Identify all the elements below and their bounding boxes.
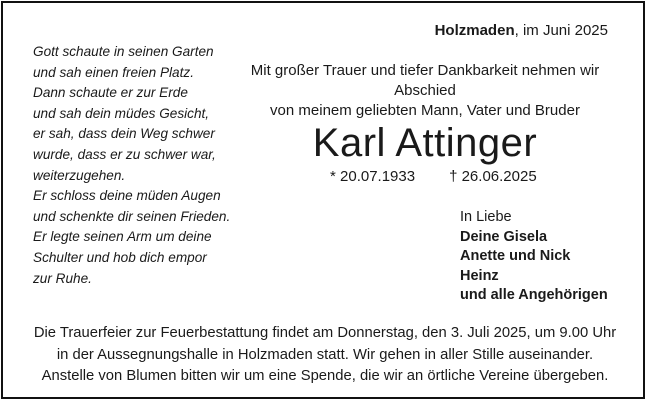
intro-line: Mit großer Trauer und tiefer Dankbarkeit nehmen wir Abschied	[250, 62, 600, 99]
mourner-name: und alle Angehörigen	[460, 287, 608, 303]
poem-line: er sah, dass dein Weg schwer	[33, 126, 215, 142]
deceased-name: Karl Attinger	[312, 121, 538, 165]
date-text: , im Juni 2025	[514, 22, 608, 39]
farewell-intro	[230, 61, 620, 121]
intro-line: von meinem geliebten Mann, Vater und Bruder	[270, 102, 580, 119]
mourner-name: Deine Gisela	[460, 228, 548, 245]
life-dates	[330, 168, 537, 185]
poem-line: Dann schaute er zur Erde	[33, 85, 188, 101]
poem-line: Schulter und hob dich empor	[33, 249, 207, 265]
footer-line: Anstelle von Blumen bitten wir um eine Spende, die wir an örtliche Vereine übergeben.	[41, 368, 609, 384]
mourners-lead: In Liebe	[460, 209, 512, 225]
ceremony-info	[20, 323, 630, 388]
poem-line: und sah dein müdes Gesicht,	[33, 105, 210, 121]
poem-line: zur Ruhe.	[33, 270, 92, 286]
poem-line: und sah einen freien Platz.	[33, 64, 194, 80]
mourner-name: Anette und Nick	[460, 248, 571, 264]
footer-line: Die Trauerfeier zur Feuerbestattung findet am Donnerstag, den 3. Juli 2025, um 9.00 Uhr	[33, 325, 617, 341]
place-and-date	[435, 22, 608, 39]
place-name: Holzmaden	[434, 22, 515, 39]
death-date: † 26.06.2025	[449, 168, 537, 185]
mourner-name: Heinz	[460, 267, 499, 284]
poem-line: wurde, dass er zu schwer war,	[33, 146, 216, 162]
birth-date: * 20.07.1933	[330, 168, 416, 185]
poem-line: Er schloss deine müden Augen	[33, 188, 221, 204]
mourners-list	[460, 208, 608, 306]
poem-line: weiterzugehen.	[33, 167, 126, 183]
poem-line: und schenkte dir seinen Frieden.	[33, 208, 231, 224]
poem-line: Gott schaute in seinen Garten	[33, 44, 214, 59]
poem	[33, 42, 263, 289]
poem-line: Er legte seinen Arm um deine	[33, 229, 212, 245]
footer-line: in der Aussegnungshalle in Holzmaden statt. Wir gehen in aller Stille auseinander.	[56, 346, 594, 363]
